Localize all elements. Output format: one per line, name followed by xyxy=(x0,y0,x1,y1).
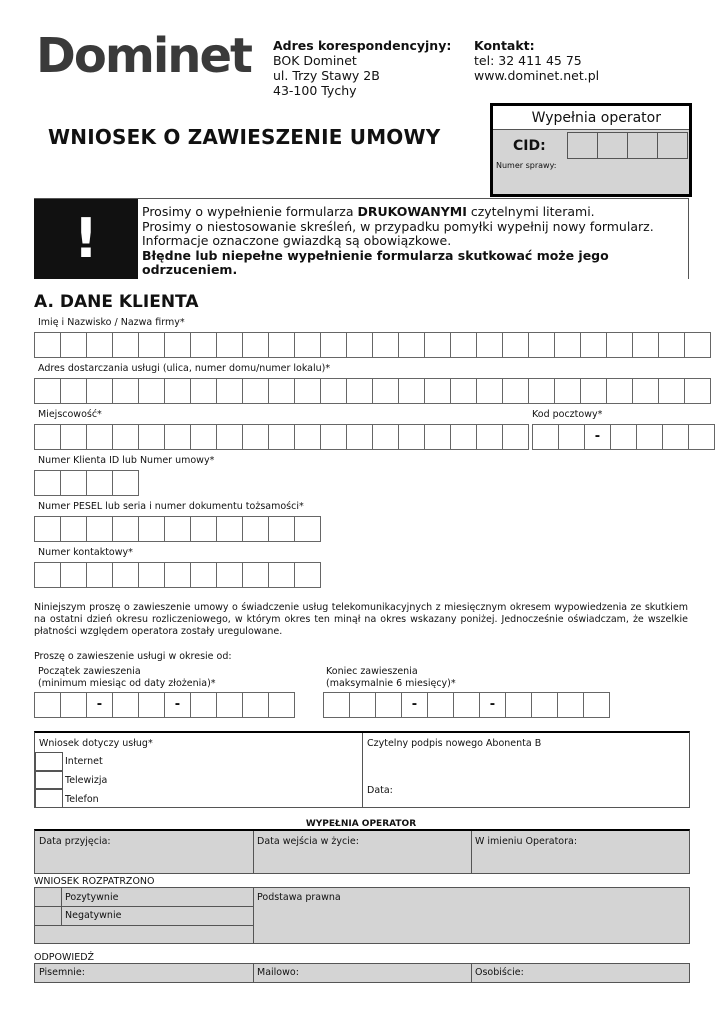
pesel-cells[interactable] xyxy=(34,516,320,542)
phone-cells[interactable] xyxy=(34,562,320,588)
name-label: Imię i Nazwisko / Nazwa firmy* xyxy=(38,317,185,328)
char-cell[interactable] xyxy=(112,424,139,450)
considered-title: WNIOSEK ROZPATRZONO xyxy=(34,876,155,887)
char-cell[interactable] xyxy=(346,378,373,404)
char-cell[interactable] xyxy=(86,332,113,358)
char-cell[interactable] xyxy=(34,470,61,496)
char-cell[interactable] xyxy=(86,470,113,496)
negative-label: Negatywnie xyxy=(65,910,122,921)
char-cell[interactable] xyxy=(242,516,269,542)
char-cell[interactable] xyxy=(34,516,61,542)
char-cell[interactable] xyxy=(554,332,581,358)
address-title: Adres korespondencyjny: xyxy=(273,38,452,53)
char-cell[interactable] xyxy=(164,424,191,450)
char-cell[interactable] xyxy=(528,332,555,358)
address-line: ul. Trzy Stawy 2B xyxy=(273,68,380,83)
char-cell[interactable] xyxy=(424,332,451,358)
char-cell[interactable] xyxy=(632,332,659,358)
char-cell[interactable] xyxy=(580,378,607,404)
char-cell[interactable] xyxy=(502,332,529,358)
written-label: Pisemnie: xyxy=(39,967,85,978)
char-cell[interactable] xyxy=(112,378,139,404)
cid-cell[interactable] xyxy=(597,132,628,159)
name-cells[interactable] xyxy=(34,332,710,358)
char-cell[interactable] xyxy=(372,378,399,404)
char-cell[interactable] xyxy=(60,470,87,496)
char-cell[interactable] xyxy=(320,332,347,358)
exclamation-icon: ! xyxy=(34,199,138,279)
char-cell[interactable] xyxy=(294,378,321,404)
char-cell[interactable] xyxy=(164,562,191,588)
services-label: Wniosek dotyczy usług* xyxy=(39,738,153,749)
signature-label: Czytelny podpis nowego Abonenta B xyxy=(367,738,542,749)
page-title: WNIOSEK O ZAWIESZENIE UMOWY xyxy=(48,125,441,149)
reply-title: ODPOWIEDŹ xyxy=(34,952,95,963)
pesel-label: Numer PESEL lub seria i numer dokumentu tożsamości* xyxy=(38,501,304,512)
char-cell[interactable] xyxy=(138,516,165,542)
contact-phone: tel: 32 411 45 75 xyxy=(474,53,582,68)
char-cell[interactable] xyxy=(34,332,61,358)
on-behalf-label: W imieniu Operatora: xyxy=(475,836,578,847)
char-cell[interactable] xyxy=(294,332,321,358)
char-cell[interactable] xyxy=(580,332,607,358)
char-cell[interactable] xyxy=(216,332,243,358)
phone-label: Numer kontaktowy* xyxy=(38,547,133,558)
char-cell[interactable] xyxy=(320,378,347,404)
address-cells[interactable] xyxy=(34,378,710,404)
char-cell[interactable] xyxy=(658,332,685,358)
char-cell[interactable] xyxy=(684,332,711,358)
char-cell[interactable] xyxy=(554,378,581,404)
char-cell[interactable] xyxy=(138,562,165,588)
correspondence-address xyxy=(273,38,451,98)
reply-row xyxy=(34,963,690,983)
char-cell[interactable] xyxy=(294,562,321,588)
char-cell[interactable] xyxy=(658,378,685,404)
char-cell[interactable] xyxy=(268,516,295,542)
end-date-cells[interactable]: - - xyxy=(323,692,609,718)
start-label: Początek zawieszenia (minimum miesiąc od daty złożenia)* xyxy=(38,666,216,689)
char-cell[interactable] xyxy=(60,378,87,404)
char-cell[interactable] xyxy=(138,424,165,450)
received-date-label: Data przyjęcia: xyxy=(39,836,111,847)
char-cell[interactable] xyxy=(294,516,321,542)
char-cell[interactable] xyxy=(34,562,61,588)
char-cell[interactable] xyxy=(268,562,295,588)
char-cell[interactable] xyxy=(242,424,269,450)
char-cell[interactable] xyxy=(112,332,139,358)
char-cell[interactable] xyxy=(268,378,295,404)
operator-box-header: Wypełnia operator xyxy=(493,106,689,130)
char-cell[interactable] xyxy=(216,424,243,450)
char-cell[interactable] xyxy=(34,424,61,450)
services-signature-table xyxy=(34,731,690,808)
char-cell[interactable] xyxy=(60,424,87,450)
warning-box xyxy=(34,198,689,279)
char-cell[interactable] xyxy=(606,332,633,358)
char-cell[interactable] xyxy=(164,516,191,542)
char-cell[interactable] xyxy=(528,378,555,404)
char-cell[interactable] xyxy=(268,332,295,358)
char-cell[interactable] xyxy=(398,378,425,404)
contact-info xyxy=(474,38,599,83)
char-cell[interactable] xyxy=(112,562,139,588)
char-cell[interactable] xyxy=(86,378,113,404)
cid-label: CID: xyxy=(513,138,546,154)
char-cell[interactable] xyxy=(476,332,503,358)
char-cell[interactable] xyxy=(294,424,321,450)
char-cell[interactable] xyxy=(424,424,451,450)
cid-cells xyxy=(567,132,687,159)
char-cell[interactable] xyxy=(476,378,503,404)
char-cell[interactable] xyxy=(190,562,217,588)
city-cells[interactable] xyxy=(34,424,528,450)
char-cell[interactable] xyxy=(346,332,373,358)
char-cell[interactable] xyxy=(450,378,477,404)
phone-service-label: Telefon xyxy=(65,794,99,805)
char-cell[interactable] xyxy=(164,332,191,358)
char-cell[interactable] xyxy=(216,562,243,588)
char-cell[interactable] xyxy=(450,332,477,358)
client-id-label: Numer Klienta ID lub Numer umowy* xyxy=(38,455,215,466)
warning-text: Prosimy o wypełnienie formularza DRUKOWANYMI czytelnymi literami. Prosimy o niestosowanie skreśleń, w przypadku pomyłki wypełnij nowy formularz. Informacje oznaczone gwiazdką są obowiązkowe. Błędne lub niepełne wypełnienie formularza skutkować może jego odrzuceniem. xyxy=(142,204,654,277)
char-cell[interactable] xyxy=(632,378,659,404)
char-cell[interactable] xyxy=(424,378,451,404)
char-cell[interactable] xyxy=(138,332,165,358)
postal-dash: - xyxy=(594,429,601,444)
address-line: BOK Dominet xyxy=(273,53,357,68)
declaration-text: Niniejszym proszę o zawieszenie umowy o świadczenie usług telekomunikacyjnych z miesięcznym okresem wypowiedzenia ze skutkiem na ostatni dzień okresu rozliczeniowego, w którym okres ten minął na okres wskazany poniżej. Jednocześnie oświadczam, że wszelkie płatności względem operatora zostały uregulowane. xyxy=(34,602,688,637)
internet-checkbox[interactable] xyxy=(35,752,63,772)
char-cell[interactable] xyxy=(398,424,425,450)
char-cell[interactable] xyxy=(60,332,87,358)
client-id-cells[interactable] xyxy=(34,470,138,496)
char-cell[interactable] xyxy=(372,424,399,450)
contact-title: Kontakt: xyxy=(474,38,535,53)
char-cell[interactable] xyxy=(502,424,529,450)
char-cell[interactable] xyxy=(60,516,87,542)
legal-basis-label: Podstawa prawna xyxy=(257,892,341,903)
char-cell[interactable] xyxy=(164,378,191,404)
char-cell[interactable] xyxy=(86,516,113,542)
char-cell[interactable] xyxy=(112,516,139,542)
cid-cell[interactable] xyxy=(567,132,598,159)
cid-cell[interactable] xyxy=(657,132,688,159)
char-cell[interactable] xyxy=(216,516,243,542)
char-cell[interactable] xyxy=(190,424,217,450)
char-cell[interactable] xyxy=(450,424,477,450)
operator-box xyxy=(490,103,692,197)
period-intro: Proszę o zawieszenie usługi w okresie od: xyxy=(34,651,232,662)
email-label: Mailowo: xyxy=(257,967,299,978)
char-cell[interactable] xyxy=(190,332,217,358)
char-cell[interactable] xyxy=(60,562,87,588)
char-cell[interactable] xyxy=(86,562,113,588)
char-cell[interactable] xyxy=(372,332,399,358)
char-cell[interactable] xyxy=(190,378,217,404)
city-label: Miejscowość* xyxy=(38,409,102,420)
char-cell[interactable] xyxy=(320,424,347,450)
char-cell[interactable] xyxy=(684,378,711,404)
char-cell[interactable] xyxy=(112,470,139,496)
considered-table xyxy=(34,887,690,944)
char-cell[interactable] xyxy=(138,378,165,404)
char-cell[interactable] xyxy=(86,424,113,450)
cid-cell[interactable] xyxy=(627,132,658,159)
char-cell[interactable] xyxy=(346,424,373,450)
personally-label: Osobiście: xyxy=(475,967,524,978)
operator-dates-row xyxy=(34,829,690,874)
char-cell[interactable] xyxy=(190,516,217,542)
tv-checkbox[interactable] xyxy=(35,770,63,790)
char-cell[interactable] xyxy=(216,378,243,404)
char-cell[interactable] xyxy=(606,378,633,404)
contact-website[interactable]: www.dominet.net.pl xyxy=(474,68,600,83)
char-cell[interactable] xyxy=(242,332,269,358)
char-cell[interactable] xyxy=(502,378,529,404)
tv-label: Telewizja xyxy=(65,775,108,786)
char-cell[interactable] xyxy=(242,562,269,588)
char-cell[interactable] xyxy=(242,378,269,404)
start-date-cells[interactable]: - - xyxy=(34,692,294,718)
char-cell[interactable] xyxy=(268,424,295,450)
char-cell[interactable] xyxy=(476,424,503,450)
section-a-title: A. DANE KLIENTA xyxy=(34,292,199,312)
signature-date-label: Data: xyxy=(367,785,393,796)
end-label: Koniec zawieszenia (maksymalnie 6 miesięcy)* xyxy=(326,666,456,689)
operator-section-title: WYPEŁNIA OPERATOR xyxy=(305,819,417,829)
address-line: 43-100 Tychy xyxy=(273,83,357,98)
effective-date-label: Data wejścia w życie: xyxy=(257,836,359,847)
dominet-logo: Dominet xyxy=(36,28,251,84)
phone-checkbox[interactable] xyxy=(35,788,63,808)
address-label: Adres dostarczania usługi (ulica, numer domu/numer lokalu)* xyxy=(38,363,331,374)
char-cell[interactable] xyxy=(34,378,61,404)
positive-label: Pozytywnie xyxy=(65,892,119,903)
char-cell[interactable] xyxy=(398,332,425,358)
postal-code-label: Kod pocztowy* xyxy=(532,409,603,420)
case-number-label: Numer sprawy: xyxy=(496,161,557,170)
internet-label: Internet xyxy=(65,756,103,767)
postal-code-cells[interactable] xyxy=(532,424,714,450)
